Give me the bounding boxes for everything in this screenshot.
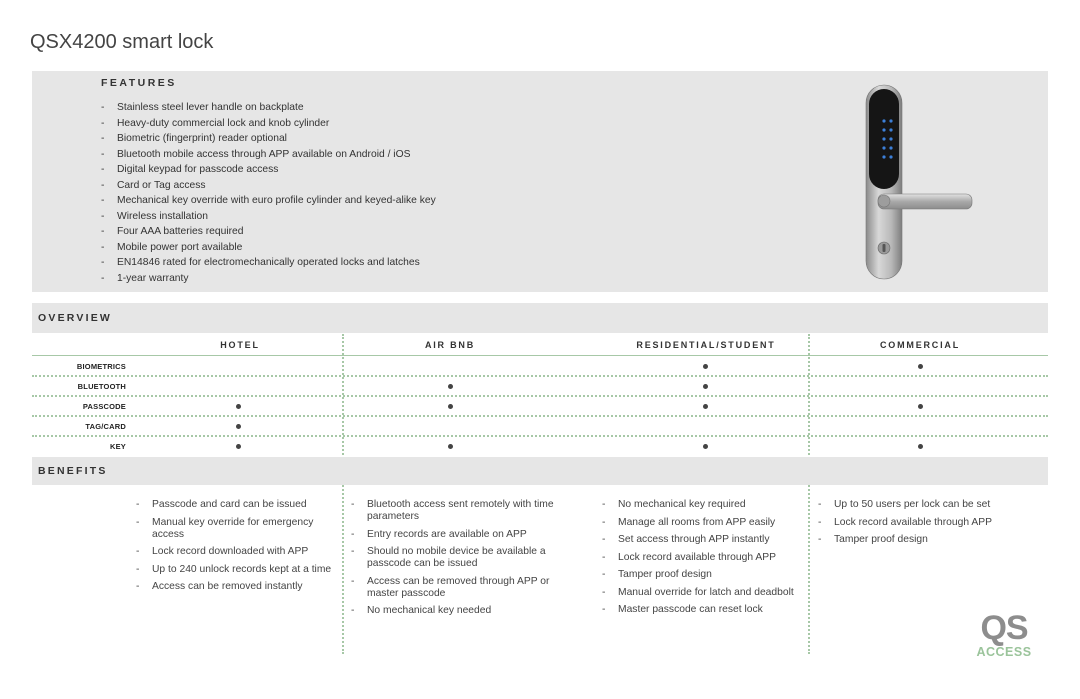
row-label-biometrics: BIOMETRICS	[76, 362, 126, 371]
benefit-item: - Lock record downloaded with APP	[136, 546, 309, 557]
row-label-bluetooth: BLUETOOTH	[77, 382, 126, 391]
availability-dot	[703, 404, 708, 409]
feature-item: - Wireless installation	[101, 210, 208, 222]
benefit-item: - No mechanical key required	[602, 499, 746, 510]
row-divider	[32, 435, 1048, 437]
benefit-item: - Lock record available through APP	[818, 516, 992, 528]
feature-item: - Mechanical key override with euro profile cylinder and keyed-alike key	[101, 195, 436, 206]
availability-dot	[703, 384, 708, 389]
benefit-item: - Up to 240 unlock records kept at a time	[136, 563, 332, 575]
availability-dot	[918, 444, 923, 449]
availability-dot	[448, 444, 453, 449]
benefit-item: - Up to 50 users per lock can be set	[818, 499, 991, 510]
logo-mark: QS	[980, 609, 1028, 647]
availability-dot	[236, 444, 241, 449]
benefits-residential	[602, 499, 802, 622]
feature-item: - Bluetooth mobile access through APP available on Android / iOS	[101, 148, 411, 160]
benefits-hotel	[136, 499, 336, 599]
column-residential: RESIDENTIAL/STUDENT	[636, 340, 776, 350]
overview-bar	[32, 303, 1048, 333]
benefits-commercial	[818, 499, 1033, 552]
feature-item: - Mobile power port available	[101, 241, 243, 253]
feature-item: - Digital keypad for passcode access	[101, 164, 279, 175]
page-title: QSX4200 smart lock	[30, 31, 214, 53]
benefit-item: - Manual key override for emergency access	[136, 516, 314, 540]
benefit-item: - Set access through APP instantly	[602, 534, 770, 545]
features-heading: FEATURES	[101, 77, 177, 89]
table-header-rule	[32, 355, 1048, 356]
feature-item: - Heavy-duty commercial lock and knob cylinder	[101, 117, 330, 129]
row-label-tagcard: TAG/CARD	[85, 422, 126, 431]
column-airbnb: AIR BNB	[424, 340, 476, 350]
availability-dot	[236, 404, 241, 409]
availability-dot	[448, 404, 453, 409]
feature-item: - Four AAA batteries required	[101, 226, 244, 237]
benefit-item: - Passcode and card can be issued	[136, 499, 307, 510]
overview-heading: OVERVIEW	[38, 312, 113, 324]
features-list	[101, 100, 436, 286]
benefit-item: - Manual override for latch and deadbolt	[602, 586, 794, 598]
availability-dot	[918, 364, 923, 369]
availability-dot	[448, 384, 453, 389]
availability-dot	[918, 404, 923, 409]
benefit-item: - Tamper proof design	[818, 534, 928, 545]
benefit-item: - Manage all rooms from APP easily	[602, 516, 776, 528]
benefit-item: - Access can be removed through APP or master passcode	[351, 575, 550, 599]
row-divider	[32, 395, 1048, 397]
column-hotel: HOTEL	[220, 340, 260, 350]
availability-dot	[703, 364, 708, 369]
feature-item: - Biometric (fingerprint) reader optional	[101, 133, 287, 144]
smart-lock-image	[854, 81, 974, 281]
feature-item: - 1-year warranty	[101, 272, 189, 284]
benefits-heading: BENEFITS	[38, 465, 108, 477]
benefit-item: - Access can be removed instantly	[136, 581, 303, 592]
qs-access-logo	[968, 609, 1040, 662]
benefit-item: - Lock record available through APP	[602, 551, 776, 563]
column-divider	[808, 334, 810, 654]
availability-dot	[703, 444, 708, 449]
availability-dot	[236, 424, 241, 429]
benefits-bar	[32, 457, 1048, 485]
column-commercial: COMMERCIAL	[880, 340, 960, 350]
benefit-item: - Tamper proof design	[602, 569, 712, 580]
benefit-item: - Should no mobile device be available a passcode can be issued	[351, 546, 546, 569]
column-divider	[342, 334, 344, 654]
row-label-passcode: PASSCODE	[82, 402, 126, 411]
features-panel	[32, 71, 1048, 292]
feature-item: - Card or Tag access	[101, 179, 206, 191]
benefit-item: - Bluetooth access sent remotely with time parameters	[351, 499, 554, 522]
row-divider	[32, 415, 1048, 417]
benefits-airbnb	[351, 499, 556, 623]
benefit-item: - Entry records are available on APP	[351, 528, 527, 540]
benefit-item: - No mechanical key needed	[351, 605, 492, 616]
row-divider	[32, 375, 1048, 377]
feature-item: - EN14846 rated for electromechanically operated locks and latches	[101, 257, 420, 268]
logo-word: ACCESS	[976, 645, 1032, 659]
benefit-item: - Master passcode can reset lock	[602, 604, 763, 615]
row-label-key: KEY	[109, 442, 126, 451]
feature-item: - Stainless steel lever handle on backplate	[101, 102, 304, 113]
